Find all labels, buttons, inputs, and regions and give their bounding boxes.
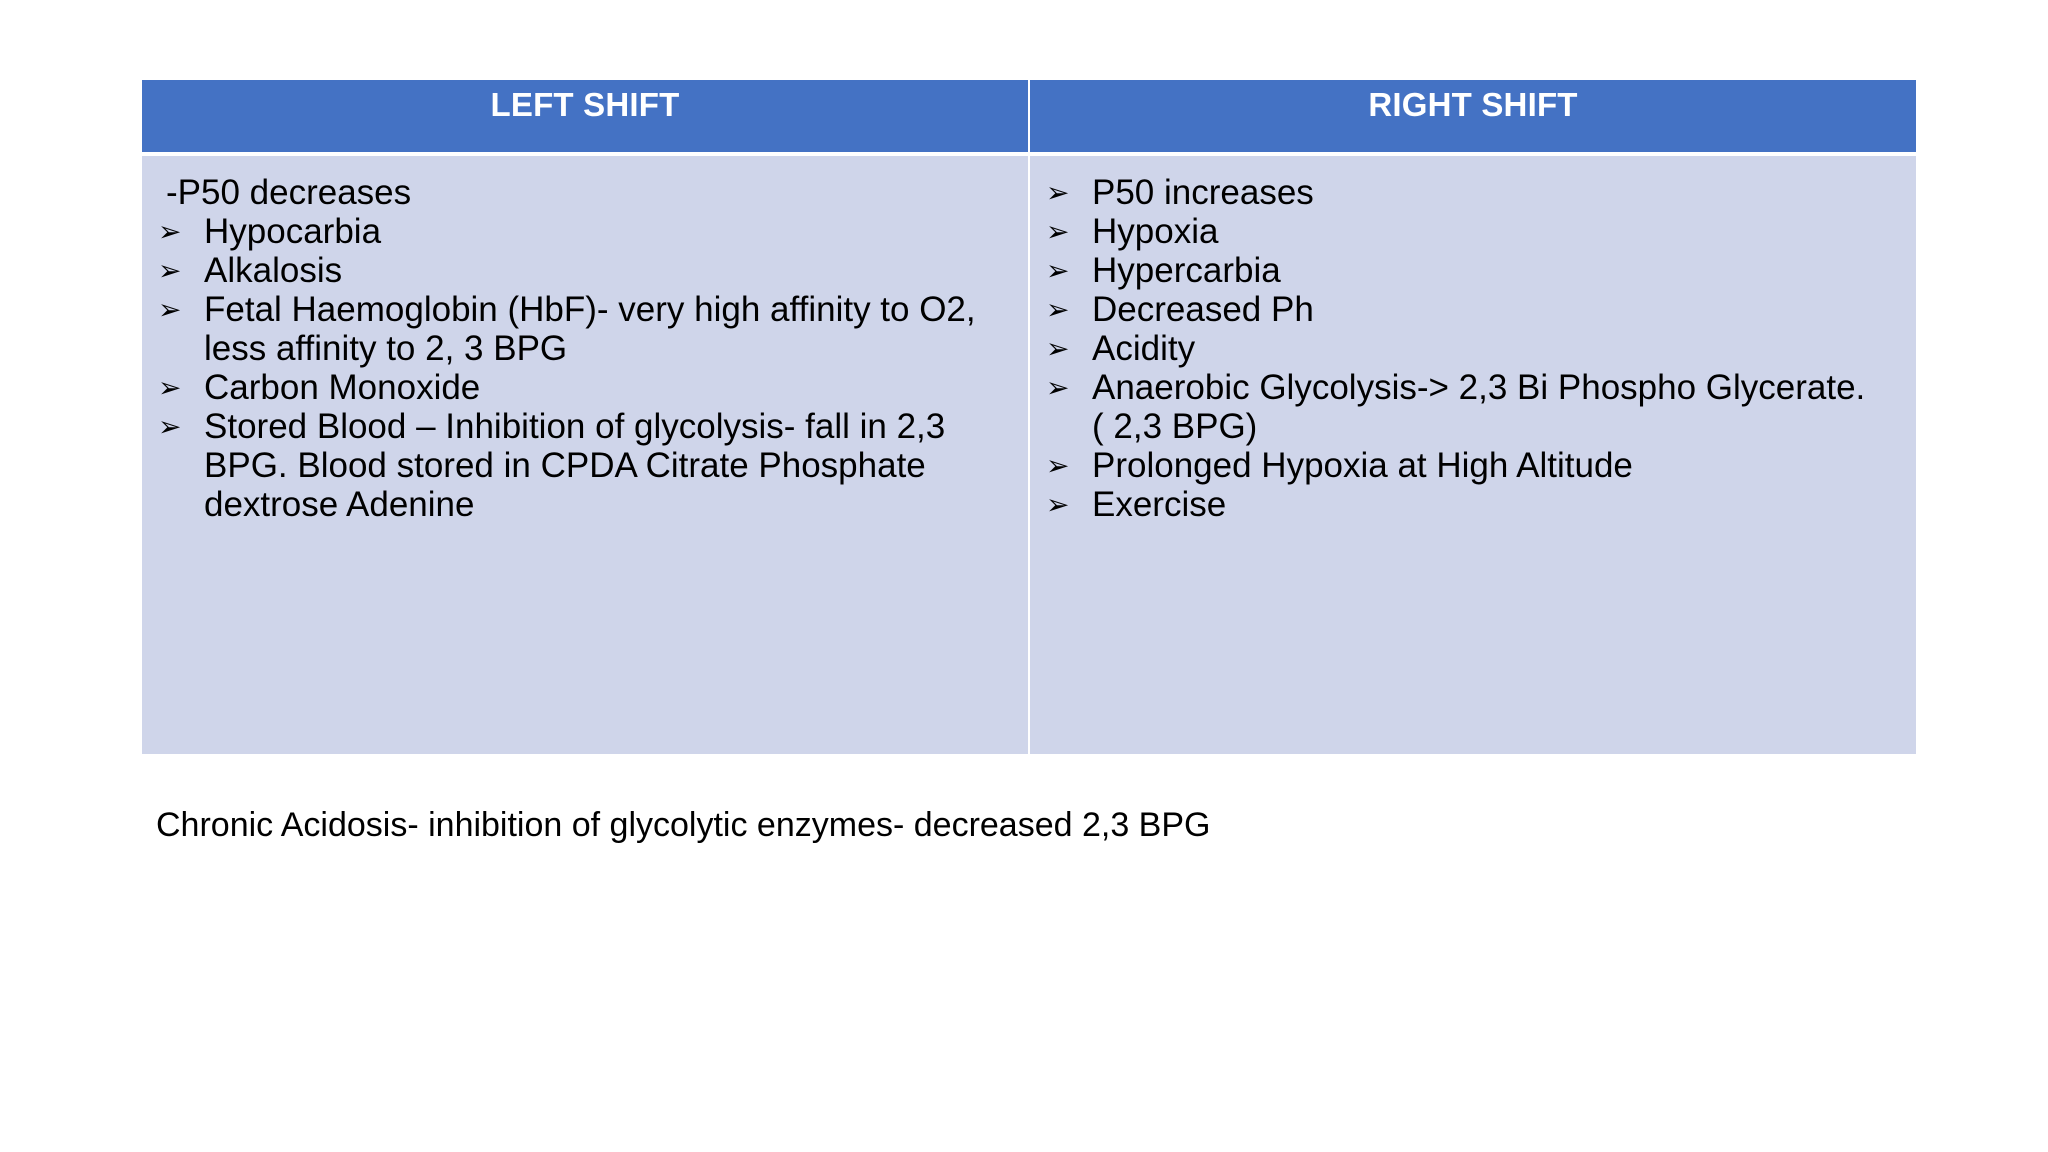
list-item-text: Exercise bbox=[1092, 485, 1227, 524]
list-item bbox=[1030, 446, 1916, 485]
arrow-bullet-icon: ➢ bbox=[1046, 254, 1070, 287]
list-item-text: Acidity bbox=[1092, 329, 1196, 368]
list-item-text: Alkalosis bbox=[204, 251, 343, 290]
right-shift-list bbox=[1030, 173, 1916, 524]
arrow-bullet-icon: ➢ bbox=[1046, 215, 1070, 248]
left-lead-text: -P50 decreases bbox=[166, 173, 412, 212]
list-item bbox=[1030, 485, 1916, 524]
list-item bbox=[1030, 329, 1916, 368]
comparison-table bbox=[142, 80, 1916, 754]
list-item bbox=[142, 290, 1028, 368]
left-shift-list bbox=[142, 212, 1028, 524]
list-item-text: Hypocarbia bbox=[204, 212, 382, 251]
arrow-bullet-icon: ➢ bbox=[158, 215, 182, 248]
left-shift-header: LEFT SHIFT bbox=[142, 80, 1028, 152]
list-item-text: Anaerobic Glycolysis-> 2,3 Bi Phospho Glycerate. ( 2,3 BPG) bbox=[1092, 368, 1866, 446]
arrow-bullet-icon: ➢ bbox=[158, 254, 182, 287]
list-item bbox=[142, 251, 1028, 290]
left-shift-cell bbox=[142, 156, 1028, 754]
list-item-text: Prolonged Hypoxia at High Altitude bbox=[1092, 446, 1633, 485]
arrow-bullet-icon: ➢ bbox=[1046, 332, 1070, 365]
list-item-text: Decreased Ph bbox=[1092, 290, 1314, 329]
arrow-bullet-icon: ➢ bbox=[158, 371, 182, 404]
list-item bbox=[1030, 173, 1916, 212]
footnote-text: Chronic Acidosis- inhibition of glycolytic enzymes- decreased 2,3 BPG bbox=[156, 806, 1211, 844]
list-item bbox=[1030, 368, 1916, 446]
list-item-text: P50 increases bbox=[1092, 173, 1314, 212]
list-item-text: Hypercarbia bbox=[1092, 251, 1281, 290]
arrow-bullet-icon: ➢ bbox=[1046, 176, 1070, 209]
list-item-text: Stored Blood – Inhibition of glycolysis- fall in 2,3 BPG. Blood stored in CPDA Citrate Phosphate dextrose Adenine bbox=[204, 407, 946, 524]
list-item-text: Carbon Monoxide bbox=[204, 368, 481, 407]
list-item bbox=[142, 212, 1028, 251]
list-item bbox=[142, 407, 1028, 524]
list-item bbox=[1030, 290, 1916, 329]
arrow-bullet-icon: ➢ bbox=[1046, 293, 1070, 326]
list-item bbox=[1030, 251, 1916, 290]
right-shift-header: RIGHT SHIFT bbox=[1030, 80, 1916, 152]
list-item-text: Hypoxia bbox=[1092, 212, 1219, 251]
arrow-bullet-icon: ➢ bbox=[158, 293, 182, 326]
arrow-bullet-icon: ➢ bbox=[1046, 371, 1070, 404]
list-item-text: Fetal Haemoglobin (HbF)- very high affinity to O2, less affinity to 2, 3 BPG bbox=[204, 290, 976, 368]
right-shift-cell bbox=[1030, 156, 1916, 754]
arrow-bullet-icon: ➢ bbox=[1046, 488, 1070, 521]
arrow-bullet-icon: ➢ bbox=[1046, 449, 1070, 482]
list-item bbox=[142, 368, 1028, 407]
list-item bbox=[1030, 212, 1916, 251]
arrow-bullet-icon: ➢ bbox=[158, 410, 182, 443]
